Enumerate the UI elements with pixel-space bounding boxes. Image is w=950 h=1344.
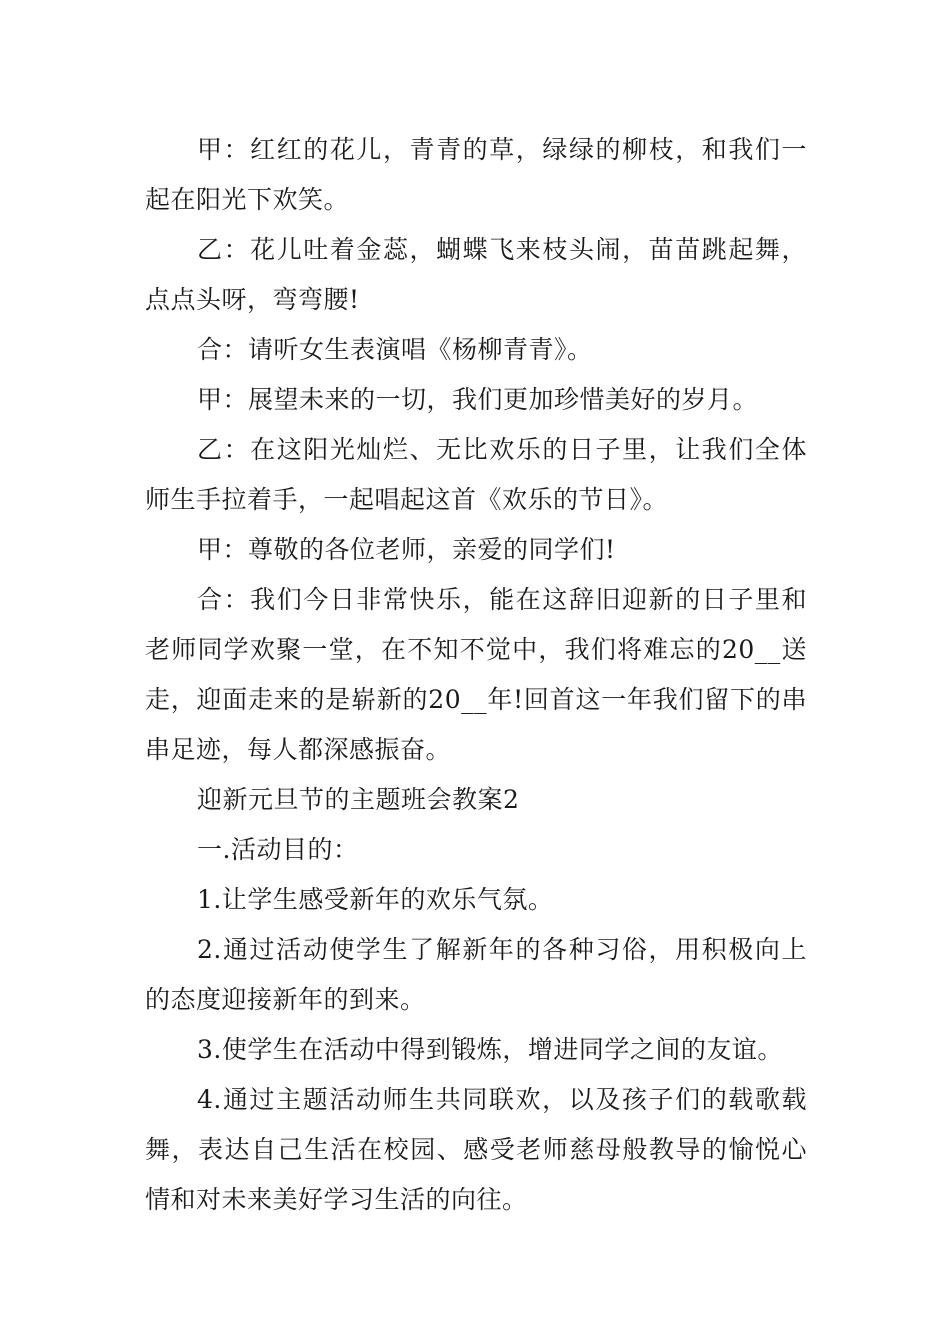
dialogue-yi-2: 乙：在这阳光灿烂、无比欢乐的日子里，让我们全体师生手拉着手，一起唱起这首《欢乐的节日》。 xyxy=(145,435,807,514)
goal-item-1: 1.让学生感受新年的欢乐气氛。 xyxy=(197,885,554,914)
dialogue-jia-1: 甲：红红的花儿，青青的草，绿绿的柳枝，和我们一起在阳光下欢笑。 xyxy=(145,135,807,214)
section-title: 迎新元旦节的主题班会教案2 xyxy=(197,785,520,814)
goal-item-4: 4.通过主题活动师生共同联欢，以及孩子们的载歌载舞，表达自己生活在校园、感受老师慈母般教导的愉悦心情和对未来美好学习生活的向往。 xyxy=(145,1085,807,1214)
document-body xyxy=(145,125,807,1225)
dialogue-jia-3: 甲：尊敬的各位老师，亲爱的同学们! xyxy=(197,535,616,564)
section-heading-goals: 一.活动目的： xyxy=(197,835,359,864)
dialogue-jia-2: 甲：展望未来的一切，我们更加珍惜美好的岁月。 xyxy=(197,385,759,414)
dialogue-yi-1: 乙：花儿吐着金蕊，蝴蝶飞来枝头闹，苗苗跳起舞，点点头呀，弯弯腰! xyxy=(145,235,807,314)
dialogue-he-1: 合：请听女生表演唱《杨柳青青》。 xyxy=(197,335,593,364)
goal-item-3: 3.使学生在活动中得到锻炼，增进同学之间的友谊。 xyxy=(197,1035,783,1064)
dialogue-he-2: 合：我们今日非常快乐，能在这辞旧迎新的日子里和老师同学欢聚一堂，在不知不觉中，我们将难忘的20__送走，迎面走来的是崭新的20__年!回首这一年我们留下的串串足迹，每人都深感振奋。 xyxy=(145,585,807,764)
goal-item-2: 2.通过活动使学生了解新年的各种习俗，用积极向上的态度迎接新年的到来。 xyxy=(145,935,807,1014)
